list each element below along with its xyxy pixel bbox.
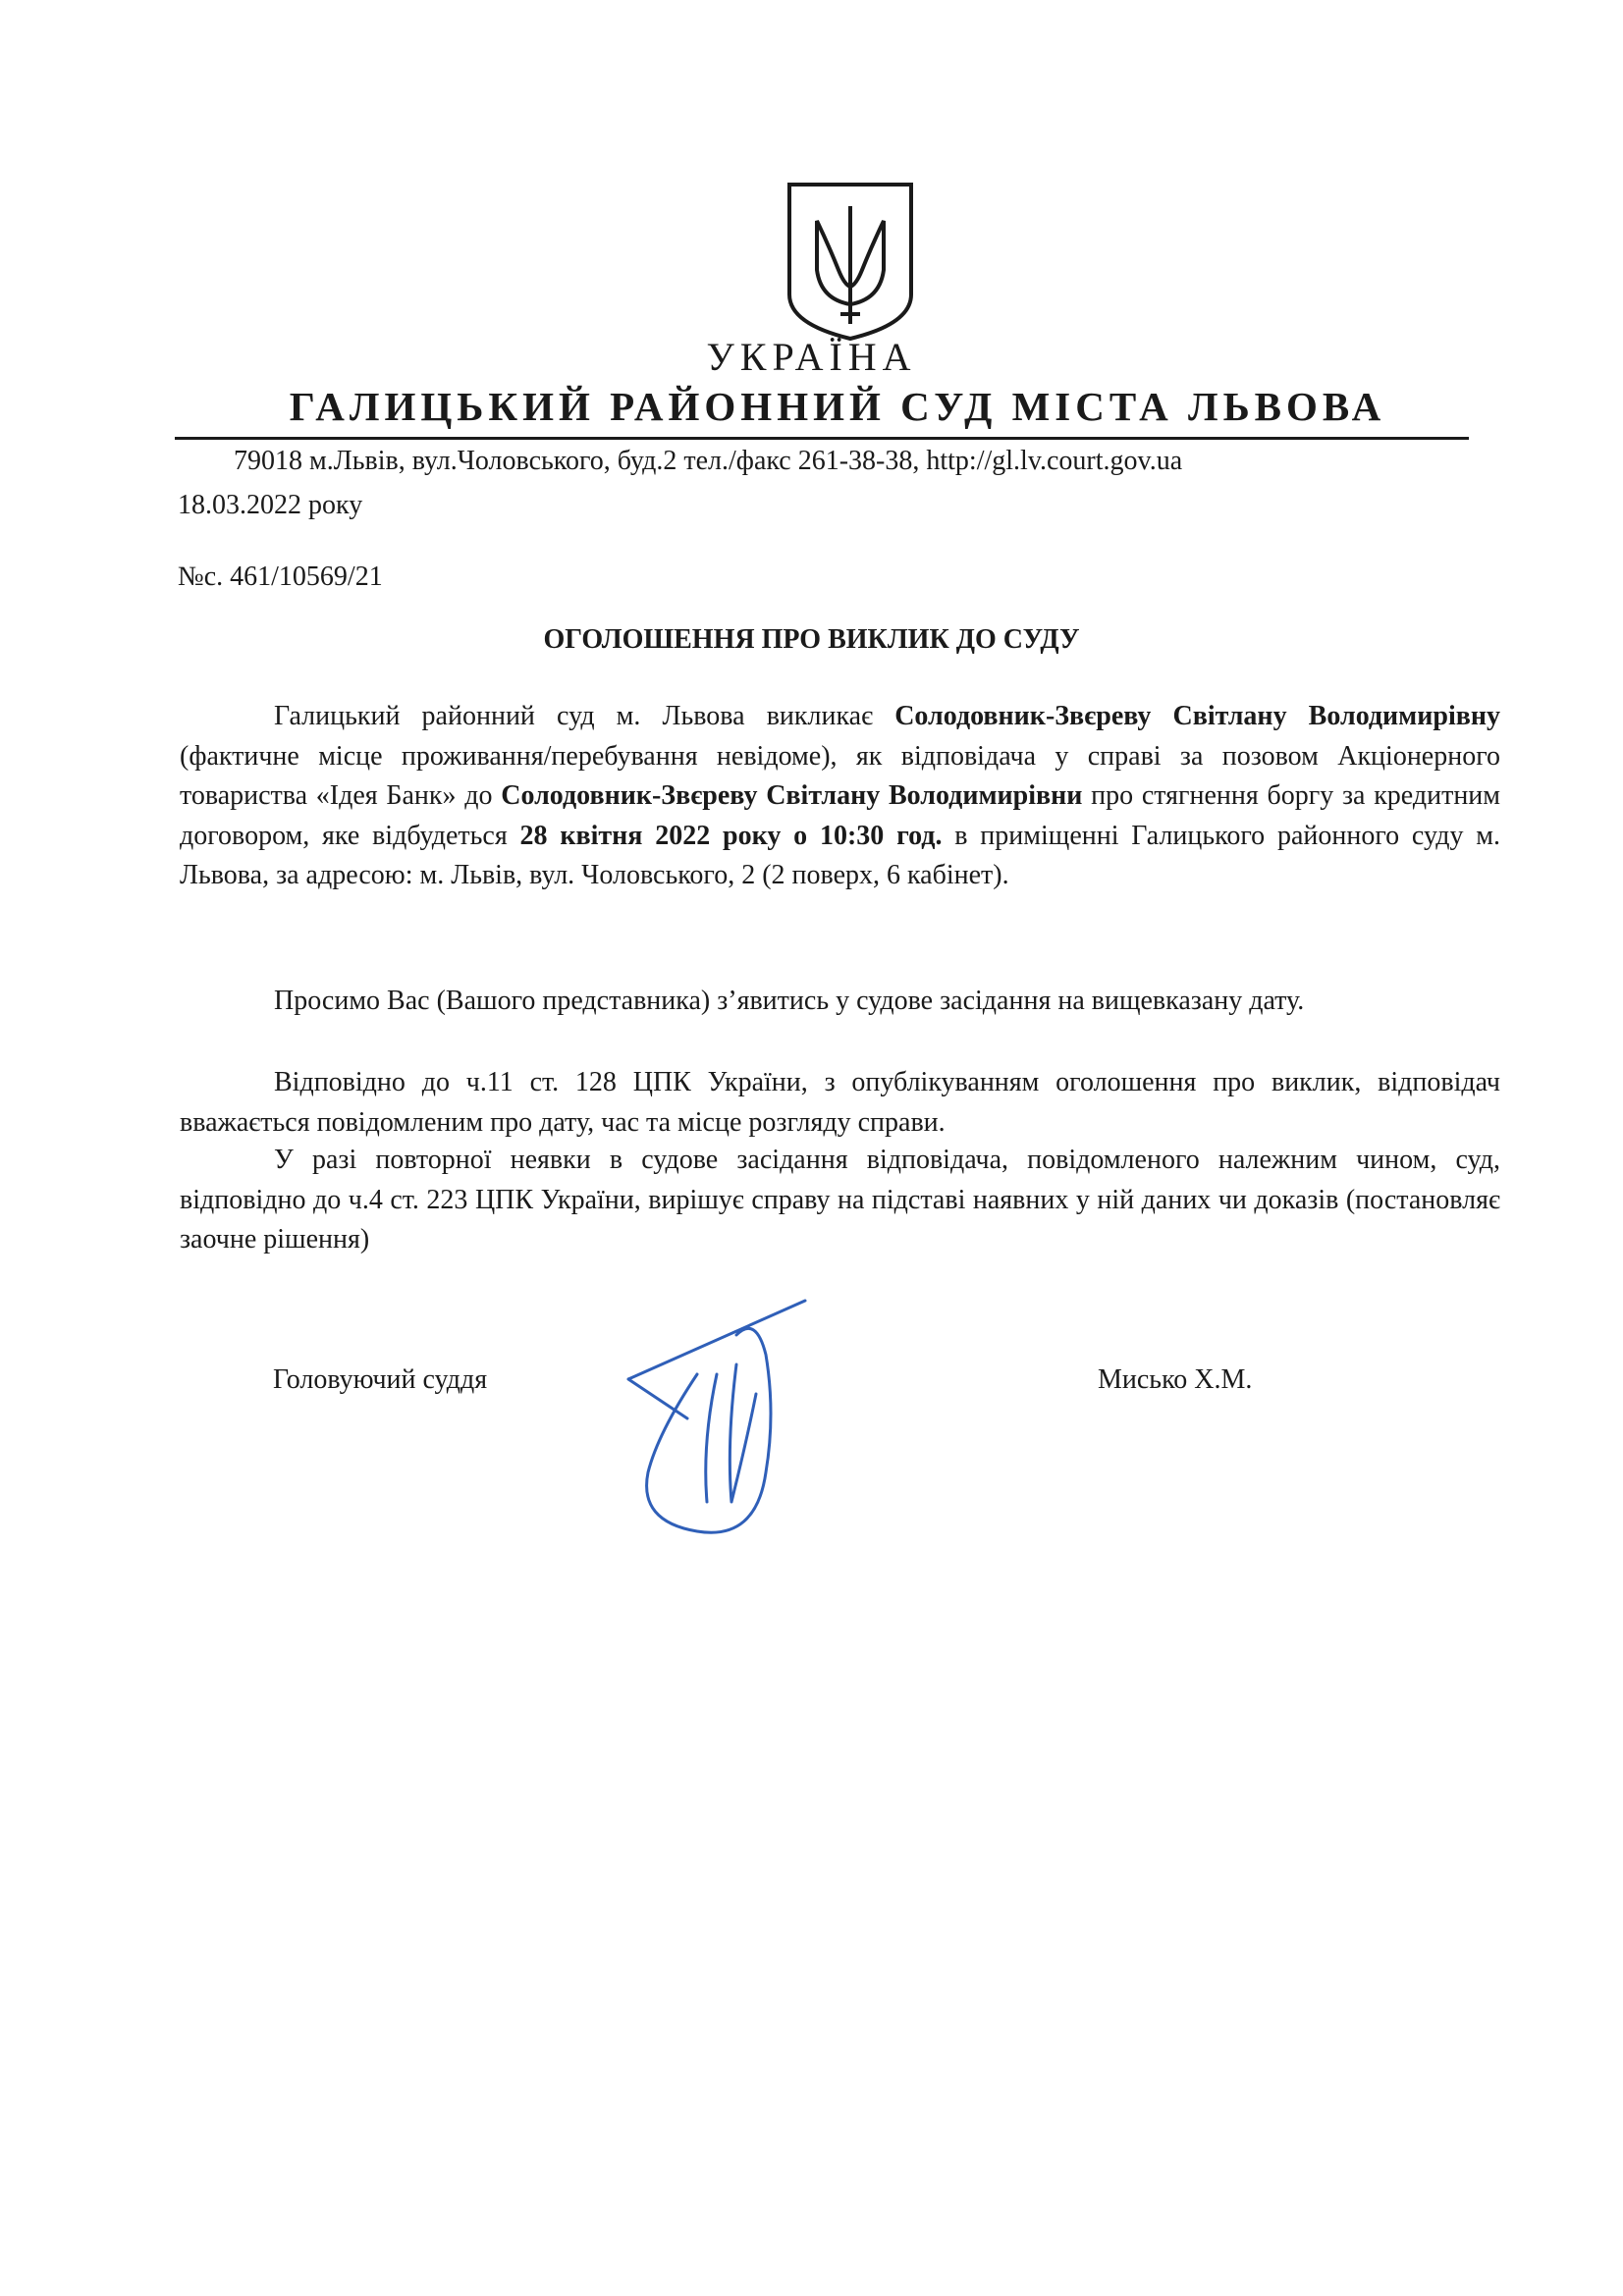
summons-text-2: (фактичне місце проживання/перебування невідоме), як відповідача у справі за позовом Акціонерного товариства «Ідея Банк» до <box>180 740 1500 811</box>
judge-role: Головуючий суддя <box>273 1364 488 1395</box>
notice-paragraph: Відповідно до ч.11 ст. 128 ЦПК України, з опублікуванням оголошення про виклик, відповідач вважається повідомленим про дату, час та місце розгляду справи. <box>180 1067 1500 1138</box>
default-judgment-paragraph: У разі повторної неявки в судове засідання відповідача, повідомленого належним чином, суд, відповідно до ч.4 ст. 223 ЦПК України, вирішує справу на підставі наявних у ній даних чи доказів (постановляє заочне рішення) <box>180 1145 1500 1255</box>
document-date: 18.03.2022 року <box>178 490 363 520</box>
hearing-datetime: 28 квітня 2022 року о 10:30 год. <box>519 820 943 851</box>
header-divider <box>175 437 1469 440</box>
country-name: УКРАЇНА <box>706 335 917 379</box>
court-address: 79018 м.Львів, вул.Чоловського, буд.2 тел./факс 261-38-38, http://gl.lv.court.gov.ua <box>234 446 1183 476</box>
summons-text-4: в приміщенні Галицького районного суду м. Львова, за адресою: м. Львів, вул. Чоловського, 2 (2 поверх, 6 кабінет). <box>180 820 1500 890</box>
trident-icon <box>782 177 919 344</box>
case-number: №с. 461/10569/21 <box>178 561 383 592</box>
court-name: ГАЛИЦЬКИЙ РАЙОННИЙ СУД МІСТА ЛЬВОВА <box>289 384 1386 429</box>
summons-text-3: про стягнення боргу за кредитним договором, яке відбудеться <box>180 780 1501 851</box>
defendant-name-genitive: Солодовник-Звєреву Світлану Володимирівни <box>501 780 1083 811</box>
summons-text-1: Галицький районний суд м. Львова викликає <box>274 701 895 731</box>
document-title: ОГОЛОШЕННЯ ПРО ВИКЛИК ДО СУДУ <box>543 624 1080 655</box>
handwritten-signature <box>619 1296 835 1541</box>
summons-paragraph <box>180 697 1500 896</box>
judge-name: Мисько Х.М. <box>1098 1364 1253 1395</box>
defendant-name: Солодовник-Звєреву Світлану Володимирівну <box>894 701 1500 731</box>
request-paragraph: Просимо Вас (Вашого представника) з’явитись у судове засідання на вищевказану дату. <box>274 986 1305 1016</box>
